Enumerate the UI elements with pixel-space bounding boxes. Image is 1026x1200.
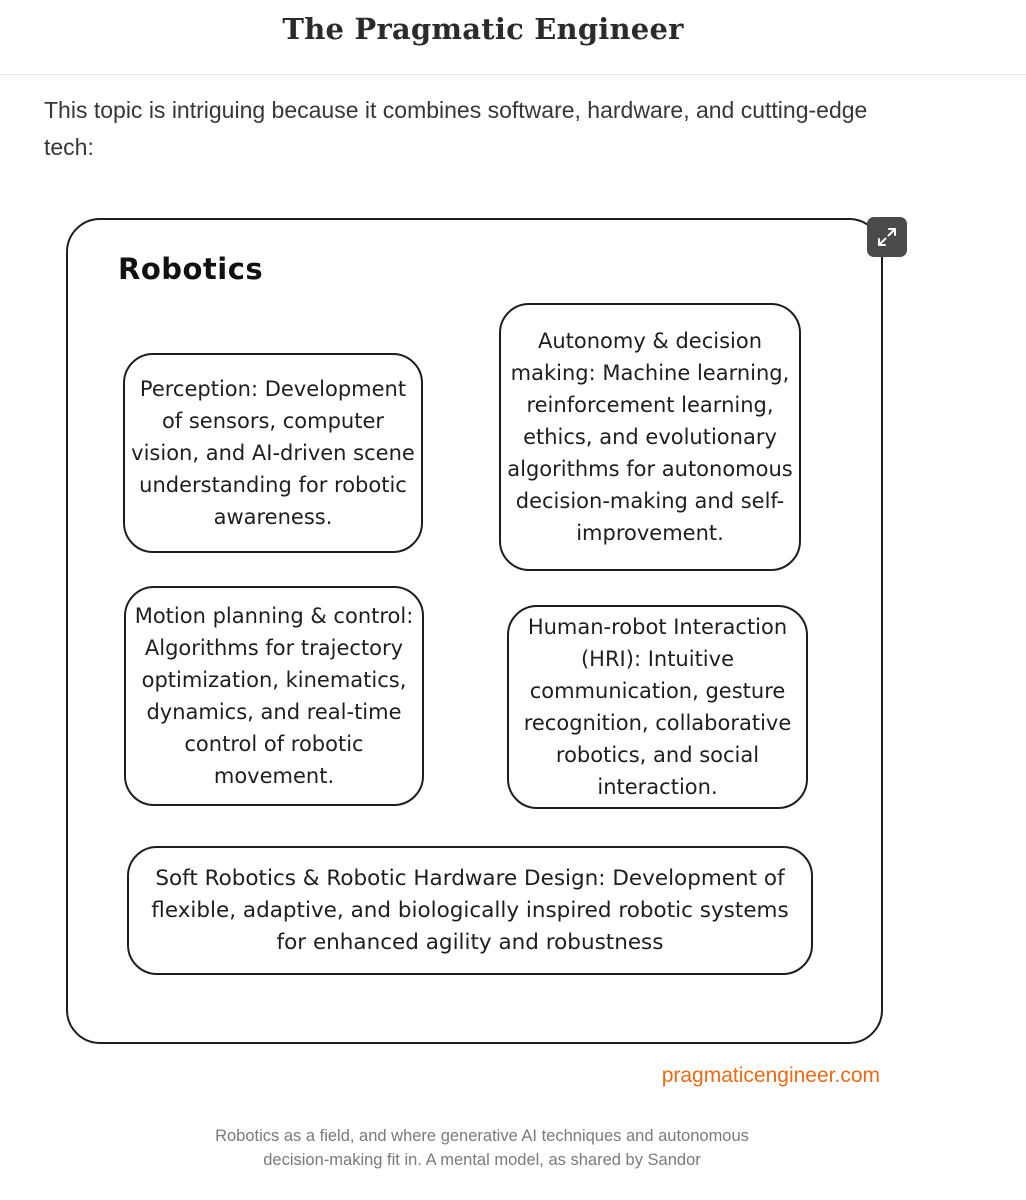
node-motion-planning-text: Motion planning & control: Algorithms for trajectory optimization, kinematics, dynamics, and real-time control of robotic movement. — [134, 604, 414, 788]
figure-caption: Robotics as a field, and where generative AI techniques and autonomous decision-making fit in. A mental model, as shared by Sandor — [215, 1127, 749, 1169]
node-soft-robotics — [127, 846, 813, 975]
expand-icon — [876, 226, 898, 248]
node-hri-text: Human-robot Interaction (HRI): Intuitive communication, gesture recognition, collaborative robotics, and social interaction. — [523, 615, 792, 799]
watermark-text: pragmaticengineer.com — [661, 1064, 880, 1087]
node-soft-robotics-text: Soft Robotics & Robotic Hardware Design: Development of flexible, adaptive, and biologically inspired robotic systems for enhanced agility and robustness — [151, 865, 789, 955]
intro-paragraph: This topic is intriguing because it combines software, hardware, and cutting-edge tech: — [44, 97, 868, 160]
node-autonomy — [499, 303, 801, 571]
expand-image-button[interactable] — [867, 217, 907, 257]
node-human-robot-interaction — [507, 605, 808, 809]
node-motion-planning — [124, 586, 424, 806]
node-perception-text: Perception: Development of sensors, computer vision, and AI-driven scene understanding for robotic awareness. — [131, 377, 415, 529]
diagram-title: Robotics — [118, 252, 264, 286]
node-autonomy-text: Autonomy & decision making: Machine learning, reinforcement learning, ethics, and evolutionary algorithms for autonomous decision-making and self-improvement. — [507, 329, 793, 545]
site-title[interactable]: The Pragmatic Engineer — [282, 12, 684, 46]
site-header — [0, 0, 1026, 75]
node-perception — [123, 353, 423, 553]
